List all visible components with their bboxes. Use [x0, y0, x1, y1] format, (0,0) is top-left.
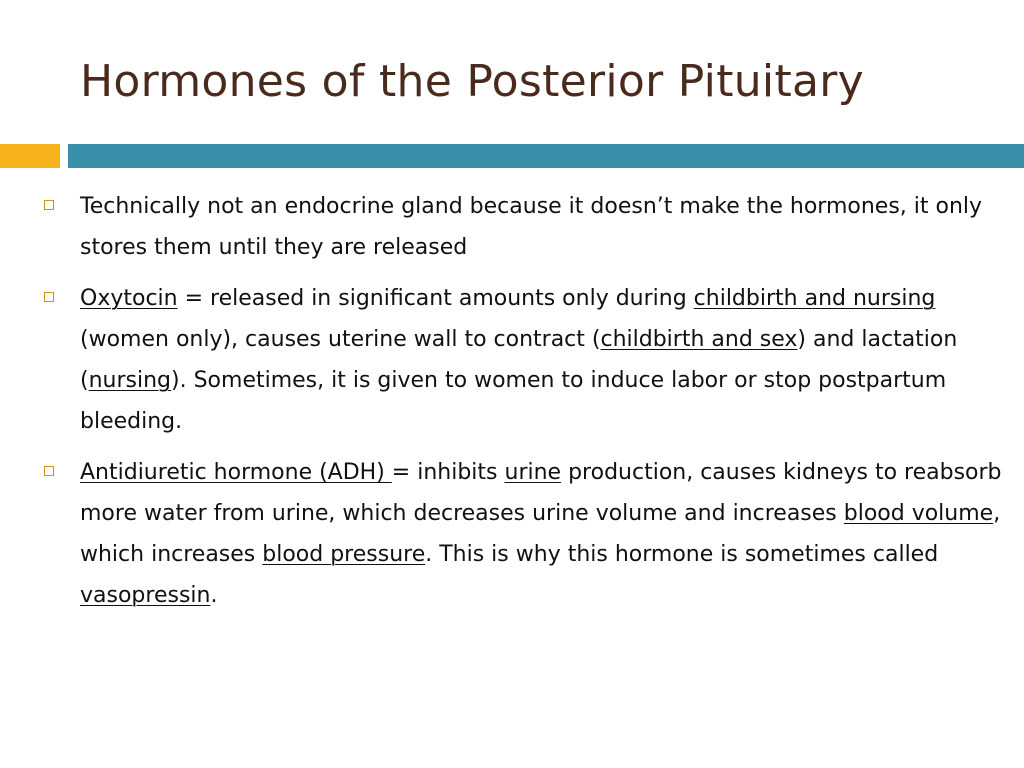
term-blood-volume: blood volume	[843, 501, 994, 526]
bullet-text	[80, 194, 982, 260]
term-childbirth-and-sex: childbirth and sex	[600, 327, 798, 352]
text-segment: ) and lactation (	[80, 327, 958, 393]
text-segment: . This is why this hormone is sometimes called	[425, 542, 939, 567]
bullet-item-endocrine	[44, 186, 1004, 268]
square-bullet-icon	[44, 292, 54, 302]
term-vasopressin: vasopressin	[80, 583, 211, 608]
text-segment: = released in significant amounts only during	[177, 286, 694, 311]
text-segment: Technically not an endocrine gland because it doesn’t make the hormones, it only stores them until they are released	[80, 194, 983, 260]
term-nursing: nursing	[88, 368, 172, 393]
bullet-text	[80, 460, 1002, 608]
text-segment: ). Sometimes, it is given to women to induce labor or stop postpartum bleeding.	[80, 368, 947, 434]
term-antidiuretic-hormone: Antidiuretic hormone (ADH)	[80, 460, 392, 485]
accent-bar	[0, 144, 60, 168]
bullet-item-adh	[44, 452, 1004, 616]
text-segment: .	[210, 583, 218, 608]
text-segment: (women only), causes uterine wall to contract (	[80, 327, 601, 352]
square-bullet-icon	[44, 200, 54, 210]
text-segment: = inhibits	[391, 460, 505, 485]
text-segment: , which increases	[80, 501, 1001, 567]
term-urine: urine	[504, 460, 562, 485]
bullet-item-oxytocin	[44, 278, 1004, 442]
square-bullet-icon	[44, 466, 54, 476]
term-oxytocin: Oxytocin	[80, 286, 178, 311]
text-segment: production, causes kidneys to reabsorb more water from urine, which decreases urine volume and increases	[80, 460, 1002, 526]
title-divider-bar	[68, 144, 1024, 168]
term-childbirth-and-nursing: childbirth and nursing	[693, 286, 936, 311]
bullet-list	[44, 186, 1004, 626]
term-blood-pressure: blood pressure	[262, 542, 426, 567]
bullet-text	[80, 286, 957, 434]
slide-title: Hormones of the Posterior Pituitary	[80, 56, 865, 107]
